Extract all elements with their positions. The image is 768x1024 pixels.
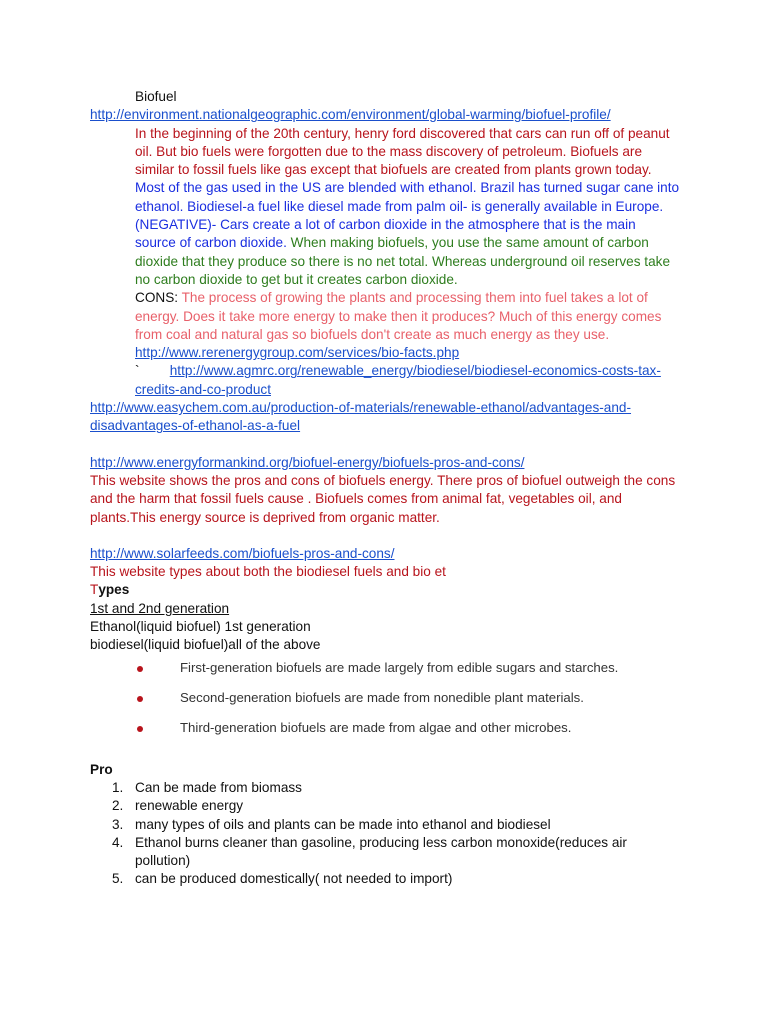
pros-list <box>90 779 680 889</box>
list-item <box>90 816 680 834</box>
pro-text: Ethanol burns cleaner than gasoline, producing less carbon monoxide(reduces air pollution) <box>135 834 627 869</box>
pro-text: can be produced domestically( not needed to import) <box>135 871 453 887</box>
bullet-text: Second-generation biofuels are made from nonedible plant materials. <box>180 689 584 705</box>
cons-text: The process of growing the plants and processing them into fuel takes a lot of energy. Does it take more energy to make then it produces? Much of this energy comes from coal and natural gas so biofuels don't create as much energy as they use. <box>135 290 662 342</box>
energyformankind-summary: This website shows the pros and cons of biofuels energy. There pros of biofuel outweigh the cons and the harm that fossil fuels cause . Biofuels comes from animal fat, vegetables oil, and plants.This energy source is deprived from organic matter. <box>90 472 676 525</box>
link-rerenergygroup[interactable]: http://www.rerenergygroup.com/services/bio-facts.php <box>135 345 460 361</box>
solarfeeds-summary: This website types about both the biodiesel fuels and bio et <box>90 564 446 580</box>
intro-history-text: In the beginning of the 20th century, henry ford discovered that cars can run off of peanut oil. But bio fuels were forgotten due to the mass discovery of petroleum. Biofuels are similar to fossil fuels like gas except that biofuels are created from plants grown today. <box>135 125 670 178</box>
generation-heading: 1st and 2nd generation <box>90 600 230 616</box>
link-easychem[interactable]: http://www.easychem.com.au/production-of-materials/renewable-ethanol/advantages-and-disadvantages-of-ethanol-as-a-fuel <box>90 400 632 434</box>
biodiesel-line: biodiesel(liquid biofuel)all of the above <box>90 637 321 653</box>
pro-text: many types of oils and plants can be made into ethanol and biodiesel <box>135 816 551 832</box>
types-rest: ypes <box>98 582 130 598</box>
cons-label: CONS: <box>135 290 182 306</box>
intro-carbon-text: When making biofuels, you use the same amount of carbon dioxide that they produce so there is no net total. Whereas underground oil reserves take no carbon dioxide to get but it creates carbon dioxide. <box>135 235 671 287</box>
pro-heading: Pro <box>90 761 113 777</box>
list-item <box>90 719 680 749</box>
list-item <box>90 779 680 797</box>
list-item <box>90 870 680 888</box>
intro-ethanol-text: Most of the gas used in the US are blended with ethanol. Brazil has turned sugar cane into ethanol. Biodiesel-a fuel like diesel made from palm oil- is generally available in Europe. (NEGATIVE)- Cars create a lot of carbon dioxide in the atmosphere that is the main source of carbon dioxide. <box>135 180 680 251</box>
pro-text: Can be made from biomass <box>135 779 302 795</box>
generation-bullet-list <box>90 659 680 749</box>
types-first-letter: T <box>90 582 99 598</box>
list-number: 5. <box>112 871 124 887</box>
doc-title: Biofuel <box>135 89 177 104</box>
cons-paragraph <box>90 289 680 344</box>
list-item <box>90 689 680 719</box>
link-national-geographic[interactable]: http://environment.nationalgeographic.com/environment/global-warming/biofuel-profile/ <box>90 107 611 123</box>
list-number: 2. <box>112 798 124 814</box>
list-item <box>90 797 680 815</box>
pro-text: renewable energy <box>135 798 244 814</box>
backtick-char: ` <box>135 363 140 379</box>
bullet-icon <box>137 666 143 672</box>
bullet-text: Third-generation biofuels are made from algae and other microbes. <box>180 719 572 735</box>
link-agmrc[interactable]: http://www.agmrc.org/renewable_energy/biodiesel/biodiesel-economics-costs-tax-credits-and-co-product <box>135 363 661 397</box>
types-heading <box>90 581 680 599</box>
intro-paragraph <box>90 125 680 290</box>
list-number: 3. <box>112 816 124 832</box>
link-energyformankind[interactable]: http://www.energyformankind.org/biofuel-energy/biofuels-pros-and-cons/ <box>90 454 525 470</box>
bullet-icon <box>137 696 143 702</box>
bullet-text: First-generation biofuels are made largely from edible sugars and starches. <box>180 659 619 675</box>
list-item <box>90 834 680 871</box>
list-number: 4. <box>112 834 124 850</box>
ethanol-line: Ethanol(liquid biofuel) 1st generation <box>90 619 311 635</box>
agmrc-line <box>90 362 680 399</box>
bullet-icon <box>137 726 143 732</box>
list-item <box>90 659 680 689</box>
link-solarfeeds[interactable]: http://www.solarfeeds.com/biofuels-pros-and-cons/ <box>90 545 395 561</box>
list-number: 1. <box>112 779 124 795</box>
document-body <box>90 88 680 889</box>
